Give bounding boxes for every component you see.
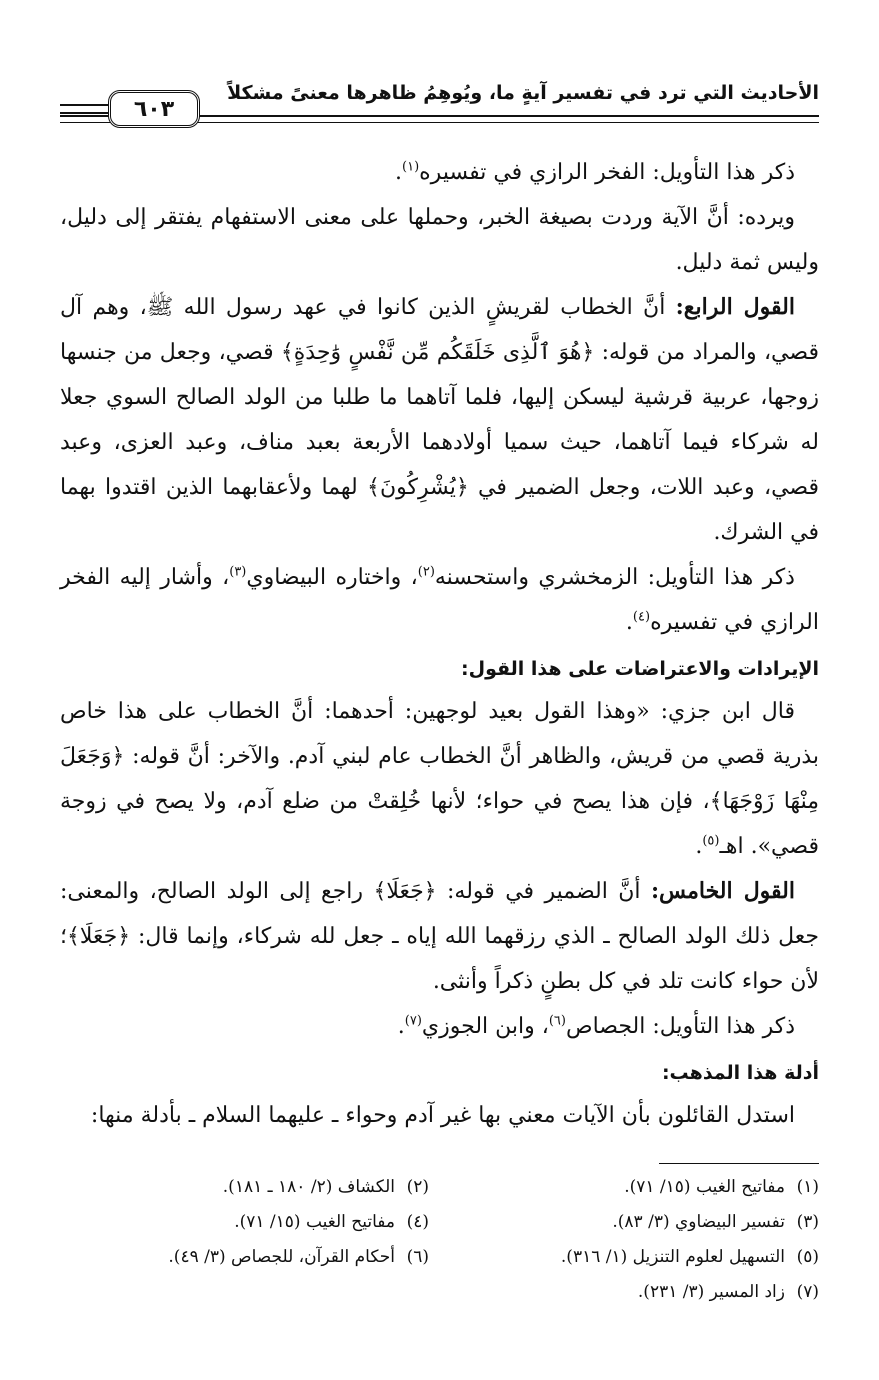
section-heading: الإيرادات والاعتراضات على هذا القول: [460,658,819,680]
main-text [60,150,819,1138]
footnote-ref[interactable]: (٦) [548,1013,566,1029]
badge-ornament-line [60,104,108,106]
page-number: ٦٠٣ [108,90,200,128]
footnote-ref[interactable]: (٢) [417,564,435,580]
footnote: (٢)الكشاف (٢/ ١٨٠ ـ ١٨١). [222,1177,429,1197]
paragraph: استدل القائلون بأن الآيات معني بها غير آدم وحواء ـ عليهما السلام ـ بأدلة منها: [90,1103,795,1128]
footnote-ref[interactable]: (٣) [229,564,247,580]
footnote-ref[interactable]: (٥) [702,833,720,849]
opinion-label: القول الخامس: [650,878,795,904]
footnote: (٥)التسهيل لعلوم التنزيل (١/ ٣١٦). [560,1247,819,1267]
footnotes [59,1170,819,1310]
footnote-separator [659,1163,819,1164]
paragraph: قال ابن جزي: «وهذا القول بعيد لوجهين: أحدهما: أنَّ الخطاب على هذا خاص بذرية قصي من قريش، والظاهر أنَّ الخطاب عام لبني آدم. والآخر: أنَّ قوله: ﴿وَجَعَلَ مِنْهَا زَوْجَهَا﴾، فإن هذا يصح في حواء؛ لأنها خُلِقتْ من ضلع آدم، ولا يصح في زوجة قصي». اهـ$^{(٥)}$. [60,699,819,859]
footnote: (٣)تفسير البيضاوي (٣/ ٨٣). [612,1212,819,1232]
footnote-ref[interactable]: (٧) [404,1013,422,1029]
footnote: (٧)زاد المسير (٣/ ٢٣١). [637,1282,819,1302]
paragraph: ويرده: أنَّ الآية وردت بصيغة الخبر، وحملها على معنى الاستفهام يفتقر إلى دليل، وليس ثمة دليل. [60,205,819,275]
paragraph: ذكر هذا التأويل: الجصاص$^{(٦)}$، وابن الجوزي$^{(٧)}$. [397,1013,795,1039]
footnote-ref[interactable]: (٤) [632,609,651,625]
paragraph: القول الخامس: أنَّ الضمير في قوله: ﴿جَعَلَا﴾ راجع إلى الولد الصالح، والمعنى: جعل ذلك الولد الصالح ـ الذي رزقهما الله إياه ـ جعل لله شركاء، وإنما قال: ﴿جَعَلَا﴾؛ لأن حواء كانت تلد في كل بطنٍ ذكراً وأنثى. [60,878,819,994]
opinion-label: القول الرابع: [675,294,795,320]
paragraph: القول الرابع: أنَّ الخطاب لقريشٍ الذين كانوا في عهد رسول الله ﷺ، وهم آل قصي، والمراد من قوله: ﴿هُوَ ٱلَّذِى خَلَقَكُم مِّن نَّفْسٍ وَٰحِدَةٍ﴾ قصي، وجعل من جنسها زوجها، عربية قرشية ليسكن إليها، فلما آتاهما ما طلبا من الولد الصالح السوي جعلا له شركاء فيما آتاهما، حيث سميا أولادهما الأربعة بعبد مناف، وعبد العزى، وعبد قصي، وعبد اللات، وجعل الضمير في ﴿يُشْرِكُونَ﴾ لهما ولأعقابهما الذين اقتدوا بهما في الشرك. [60,294,819,545]
badge-ornament-line [60,112,108,114]
running-title: الأحاديث التي ترد في تفسير آيةٍ ما، ويُوهِمُ ظاهرها معنىً مشكلاً [227,82,819,104]
paragraph: ذكر هذا التأويل: الفخر الرازي في تفسيره$^{(١)}$. [395,159,795,185]
footnote-ref[interactable]: (١) [402,159,420,175]
section-heading: أدلة هذا المذهب: [661,1062,819,1084]
footnote: (٦)أحكام القرآن، للجصاص (٣/ ٤٩). [168,1247,429,1267]
paragraph: ذكر هذا التأويل: الزمخشري واستحسنه$^{(٢)}$، واختاره البيضاوي$^{(٣)}$، وأشار إليه الفخر الرازي في تفسيره$^{(٤)}$. [60,564,819,635]
footnote: (٤)مفاتيح الغيب (١٥/ ٧١). [234,1212,429,1232]
footnote: (١)مفاتيح الغيب (١٥/ ٧١). [624,1177,819,1197]
